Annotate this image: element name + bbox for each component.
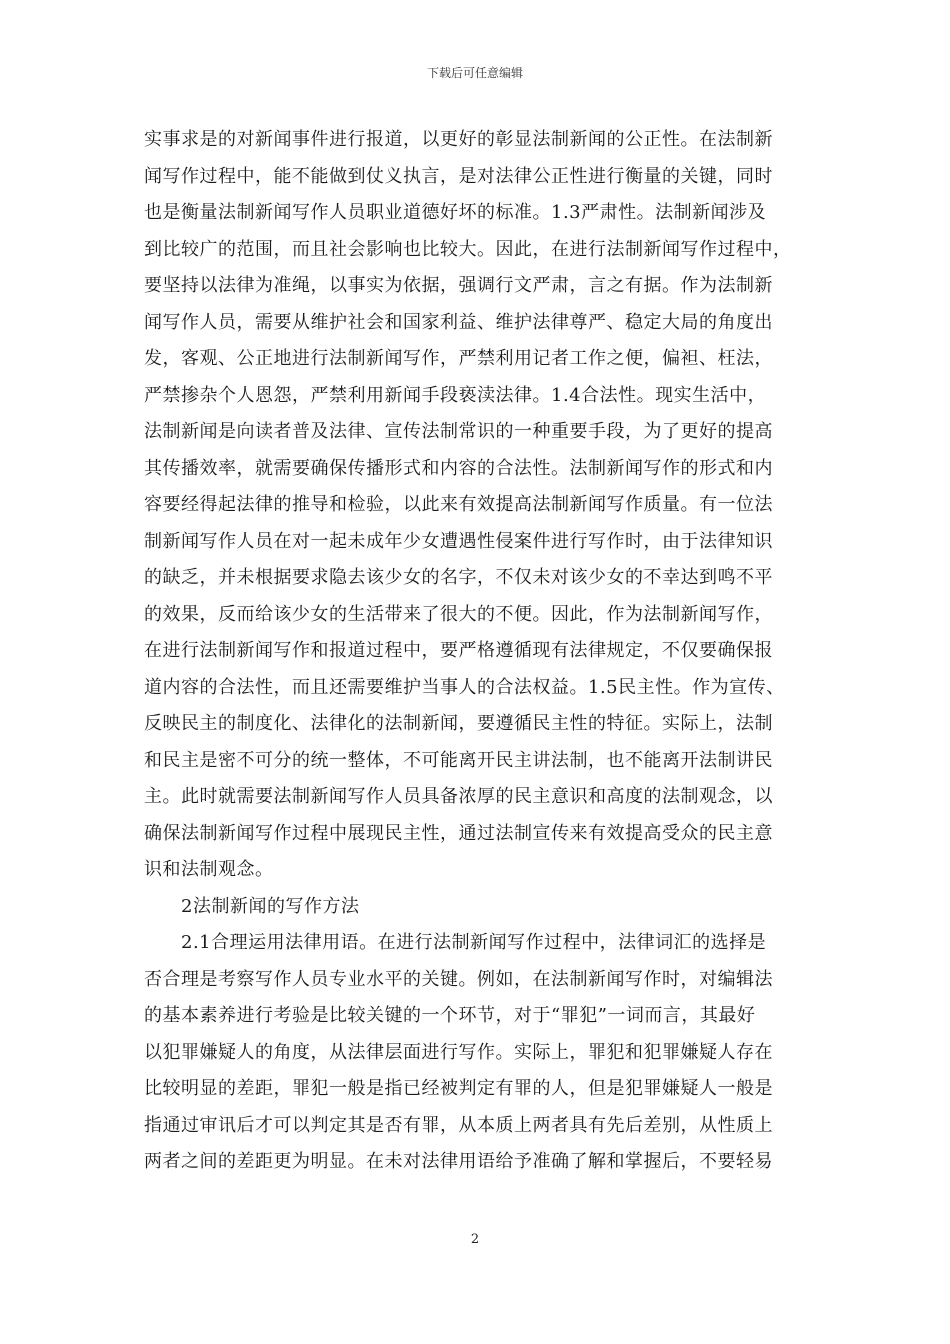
text-line: 的基本素养进行考验是比较关键的一个环节，对于“罪犯”一词而言，其最好 bbox=[144, 1005, 756, 1026]
text-line: 到比较广的范围，而且社会影响也比较大。因此，在进行法制新闻写作过程中， bbox=[144, 238, 792, 260]
text-line: 闻写作过程中，能不能做到仗义执言，是对法律公正性进行衡量的关键，同时 bbox=[144, 165, 773, 187]
text-line: 法制新闻是向读者普及法律、宣传法制常识的一种重要手段，为了更好的提高 bbox=[144, 421, 773, 442]
page-number: 2 bbox=[470, 1232, 480, 1247]
text-line: 主。此时就需要法制新闻写作人员具备浓厚的民主意识和高度的法制观念，以 bbox=[144, 786, 773, 807]
text-line: 容要经得起法律的推导和检验，以此来有效提高法制新闻写作质量。有一位法 bbox=[144, 494, 773, 515]
text-line: 识和法制观念。 bbox=[144, 859, 274, 880]
text-line: 实事求是的对新闻事件进行报道，以更好的彰显法制新闻的公正性。在法制新 bbox=[144, 129, 773, 150]
text-line: 否合理是考察写作人员专业水平的关键。例如，在法制新闻写作时，对编辑法 bbox=[144, 968, 773, 990]
text-line: 和民主是密不可分的统一整体，不可能离开民主讲法制，也不能离开法制讲民 bbox=[144, 749, 773, 771]
text-line: 要坚持以法律为准绳，以事实为依据，强调行文严肃，言之有据。作为法制新 bbox=[144, 275, 773, 296]
text-line: 发，客观、公正地进行法制新闻写作，严禁利用记者工作之便，偏袒、枉法， bbox=[144, 348, 773, 369]
text-line: 也是衡量法制新闻写作人员职业道德好坏的标准。1.3严肃性。法制新闻涉及 bbox=[144, 202, 767, 223]
text-line: 闻写作人员，需要从维护社会和国家利益、维护法律尊严、稳定大局的角度出 bbox=[144, 311, 773, 333]
text-line: 指通过审讯后才可以判定其是否有罪，从本质上两者具有先后差别，从性质上 bbox=[144, 1114, 773, 1136]
page-header-note: 下载后可任意编辑 bbox=[426, 66, 523, 80]
text-line: 其传播效率，就需要确保传播形式和内容的合法性。法制新闻写作的形式和内 bbox=[144, 457, 773, 479]
text-line: 的效果，反而给该少女的生活带来了很大的不便。因此，作为法制新闻写作， bbox=[144, 603, 773, 625]
section-heading: 2法制新闻的写作方法 bbox=[144, 895, 360, 917]
text-line: 在进行法制新闻写作和报道过程中，要严格遵循现有法律规定，不仅要确保报 bbox=[144, 640, 773, 661]
text-line: 制新闻写作人员在对一起未成年少女遭遇性侵案件进行写作时，由于法律知识 bbox=[144, 530, 773, 552]
text-line: 的缺乏，并未根据要求隐去该少女的名字，不仅未对该少女的不幸达到鸣不平 bbox=[144, 567, 773, 588]
body-text bbox=[144, 122, 808, 1181]
text-line: 反映民主的制度化、法律化的法制新闻，要遵循民主性的特征。实际上，法制 bbox=[144, 713, 773, 734]
text-line: 2.1合理运用法律用语。在进行法制新闻写作过程中，法律词汇的选择是 bbox=[144, 932, 767, 953]
text-line: 比较明显的差距，罪犯一般是指已经被判定有罪的人，但是犯罪嫌疑人一般是 bbox=[144, 1078, 773, 1099]
text-line: 以犯罪嫌疑人的角度，从法律层面进行写作。实际上，罪犯和犯罪嫌疑人存在 bbox=[144, 1041, 773, 1063]
text-line: 确保法制新闻写作过程中展现民主性，通过法制宣传来有效提高受众的民主意 bbox=[144, 822, 773, 844]
text-line: 道内容的合法性，而且还需要维护当事人的合法权益。1.5民主性。作为宣传、 bbox=[144, 676, 785, 698]
text-line: 严禁掺杂个人恩怨，严禁利用新闻手段亵渎法律。1.4合法性。现实生活中， bbox=[144, 384, 767, 406]
text-line: 两者之间的差距更为明显。在未对法律用语给予准确了解和掌握后，不要轻易 bbox=[144, 1151, 773, 1172]
